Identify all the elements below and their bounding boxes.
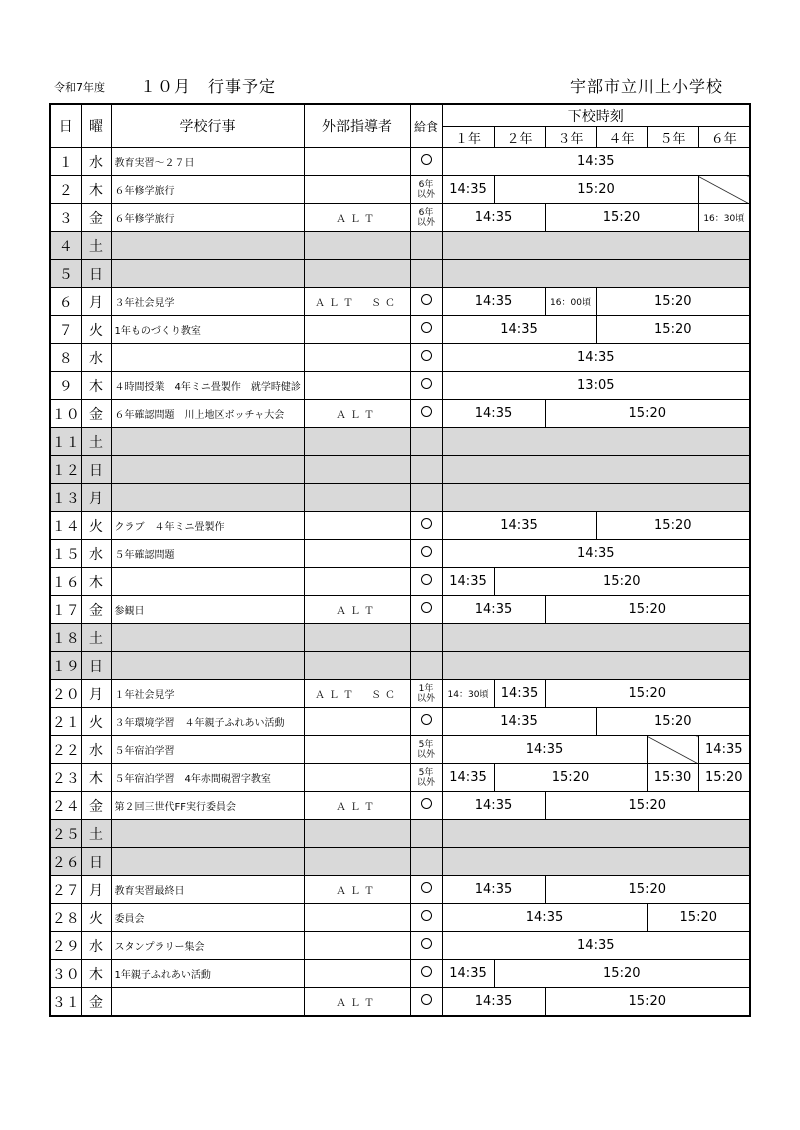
event-cell xyxy=(111,344,304,372)
table-row xyxy=(50,652,750,680)
col-grade-3: ３年 xyxy=(545,127,596,148)
meal-cell xyxy=(410,260,442,288)
day-cell: １３ xyxy=(50,484,81,512)
table-row xyxy=(50,344,750,372)
meal-cell xyxy=(410,344,442,372)
weekday-cell: 土 xyxy=(81,428,111,456)
meal-note: 以外 xyxy=(416,217,435,228)
guide-cell: ＡＬＴ xyxy=(304,792,410,820)
meal-cell xyxy=(410,316,442,344)
col-grade-1: １年 xyxy=(442,127,494,148)
col-event: 学校行事 xyxy=(111,104,304,148)
event-cell: ４時間授業 4年ミニ畳製作 就学時健診 xyxy=(111,372,304,400)
not-applicable-cell xyxy=(647,736,698,764)
meal-cell xyxy=(410,568,442,596)
table-row xyxy=(50,288,750,316)
event-cell xyxy=(111,260,304,288)
meal-cell xyxy=(410,540,442,568)
dismissal-cell xyxy=(442,232,750,260)
weekday-cell: 土 xyxy=(81,820,111,848)
event-cell: クラブ ４年ミニ畳製作 xyxy=(111,512,304,540)
guide-cell xyxy=(304,260,410,288)
dismissal-time: 14:35 xyxy=(442,204,545,232)
day-cell: ２４ xyxy=(50,792,81,820)
col-dismissal: 下校時刻 xyxy=(442,104,750,127)
meal-circle-icon xyxy=(421,966,432,977)
weekday-cell: 日 xyxy=(81,456,111,484)
day-cell: １９ xyxy=(50,652,81,680)
event-cell xyxy=(111,232,304,260)
day-cell: １ xyxy=(50,148,81,176)
guide-cell xyxy=(304,372,410,400)
day-cell: ２８ xyxy=(50,904,81,932)
dismissal-time: 16：30頃 xyxy=(698,204,750,232)
meal-note: 以外 xyxy=(416,749,435,760)
table-row xyxy=(50,176,750,204)
table-row xyxy=(50,456,750,484)
event-cell: ５年宿泊学習 4年赤間硯習字教室 xyxy=(111,764,304,792)
not-applicable-cell xyxy=(698,176,750,204)
guide-cell: ＡＬＴ ＳＣ xyxy=(304,288,410,316)
weekday-cell: 水 xyxy=(81,344,111,372)
col-grade-4: ４年 xyxy=(596,127,647,148)
meal-note: 6年 xyxy=(418,179,434,190)
dismissal-time: 14:35 xyxy=(442,960,494,988)
weekday-cell: 金 xyxy=(81,792,111,820)
dismissal-time: 14:35 xyxy=(442,540,750,568)
guide-cell xyxy=(304,764,410,792)
dismissal-time: 14:35 xyxy=(442,708,596,736)
dismissal-time: 14:35 xyxy=(442,596,545,624)
meal-cell xyxy=(410,820,442,848)
guide-cell: ＡＬＴ ＳＣ xyxy=(304,680,410,708)
meal-cell xyxy=(410,204,442,232)
day-cell: ２７ xyxy=(50,876,81,904)
day-cell: １８ xyxy=(50,624,81,652)
dismissal-time: 13:05 xyxy=(442,372,750,400)
day-cell: ３０ xyxy=(50,960,81,988)
dismissal-time: 15:20 xyxy=(596,288,750,316)
meal-cell xyxy=(410,876,442,904)
day-cell: ２１ xyxy=(50,708,81,736)
event-cell: 教育実習～２７日 xyxy=(111,148,304,176)
dismissal-cell xyxy=(442,260,750,288)
meal-cell xyxy=(410,148,442,176)
dismissal-time: 15:20 xyxy=(545,680,750,708)
day-cell: ２ xyxy=(50,176,81,204)
weekday-cell: 水 xyxy=(81,540,111,568)
weekday-cell: 月 xyxy=(81,680,111,708)
meal-circle-icon xyxy=(421,154,432,165)
table-row xyxy=(50,428,750,456)
meal-note: 5年 xyxy=(418,767,434,778)
col-weekday: 曜 xyxy=(81,104,111,148)
meal-circle-icon xyxy=(421,910,432,921)
weekday-cell: 金 xyxy=(81,596,111,624)
meal-cell xyxy=(410,680,442,708)
dismissal-cell xyxy=(442,820,750,848)
event-cell xyxy=(111,456,304,484)
table-row xyxy=(50,988,750,1017)
meal-cell xyxy=(410,708,442,736)
weekday-cell: 月 xyxy=(81,484,111,512)
guide-cell xyxy=(304,176,410,204)
guide-cell: ＡＬＴ xyxy=(304,204,410,232)
dismissal-time: 14:35 xyxy=(442,400,545,428)
meal-cell xyxy=(410,288,442,316)
table-row xyxy=(50,680,750,708)
weekday-cell: 金 xyxy=(81,204,111,232)
dismissal-time: 15:30 xyxy=(647,764,698,792)
event-cell: ６年確認問題 川上地区ボッチャ大会 xyxy=(111,400,304,428)
guide-cell xyxy=(304,232,410,260)
meal-cell xyxy=(410,176,442,204)
meal-note: 1年 xyxy=(418,683,434,694)
meal-circle-icon xyxy=(421,602,432,613)
dismissal-time: 14:35 xyxy=(442,344,750,372)
event-cell: 委員会 xyxy=(111,904,304,932)
dismissal-time: 14:35 xyxy=(698,736,750,764)
meal-cell xyxy=(410,596,442,624)
day-cell: ５ xyxy=(50,260,81,288)
event-cell: ６年修学旅行 xyxy=(111,176,304,204)
event-cell: 参観日 xyxy=(111,596,304,624)
meal-cell xyxy=(410,960,442,988)
dismissal-time: 15:20 xyxy=(545,792,750,820)
guide-cell xyxy=(304,624,410,652)
meal-cell xyxy=(410,624,442,652)
day-cell: ７ xyxy=(50,316,81,344)
meal-cell xyxy=(410,652,442,680)
dismissal-time: 15:20 xyxy=(596,512,750,540)
dismissal-cell xyxy=(442,484,750,512)
day-cell: １６ xyxy=(50,568,81,596)
table-row xyxy=(50,372,750,400)
guide-cell xyxy=(304,960,410,988)
guide-cell xyxy=(304,820,410,848)
event-cell xyxy=(111,428,304,456)
table-row xyxy=(50,792,750,820)
weekday-cell: 火 xyxy=(81,708,111,736)
event-cell: ３年社会見学 xyxy=(111,288,304,316)
day-cell: ８ xyxy=(50,344,81,372)
table-row xyxy=(50,568,750,596)
dismissal-time: 15:20 xyxy=(545,400,750,428)
dismissal-time: 15:20 xyxy=(494,960,750,988)
table-row xyxy=(50,876,750,904)
weekday-cell: 木 xyxy=(81,960,111,988)
school-name: 宇部市立川上小学校 xyxy=(570,77,724,96)
meal-circle-icon xyxy=(421,938,432,949)
col-guide: 外部指導者 xyxy=(304,104,410,148)
meal-circle-icon xyxy=(421,798,432,809)
meal-circle-icon xyxy=(421,994,432,1005)
event-cell: ６年修学旅行 xyxy=(111,204,304,232)
guide-cell xyxy=(304,428,410,456)
dismissal-time: 15:20 xyxy=(494,176,698,204)
weekday-cell: 金 xyxy=(81,400,111,428)
guide-cell xyxy=(304,316,410,344)
dismissal-time: 15:20 xyxy=(545,988,750,1017)
weekday-cell: 木 xyxy=(81,568,111,596)
meal-cell xyxy=(410,400,442,428)
day-cell: ２９ xyxy=(50,932,81,960)
dismissal-time: 15:20 xyxy=(545,596,750,624)
guide-cell xyxy=(304,904,410,932)
dismissal-time: 14:35 xyxy=(442,876,545,904)
guide-cell xyxy=(304,736,410,764)
dismissal-time: 15:20 xyxy=(596,316,750,344)
guide-cell xyxy=(304,540,410,568)
dismissal-time: 15:20 xyxy=(494,764,647,792)
meal-circle-icon xyxy=(421,406,432,417)
dismissal-cell xyxy=(442,652,750,680)
meal-circle-icon xyxy=(421,714,432,725)
dismissal-time: 15:20 xyxy=(698,764,750,792)
schedule-table xyxy=(49,103,751,1017)
guide-cell xyxy=(304,848,410,876)
dismissal-time: 14:35 xyxy=(442,176,494,204)
col-grade-2: ２年 xyxy=(494,127,545,148)
table-row xyxy=(50,512,750,540)
meal-cell xyxy=(410,904,442,932)
page-title: １０月 行事予定 xyxy=(140,77,277,96)
table-row xyxy=(50,904,750,932)
meal-circle-icon xyxy=(421,546,432,557)
table-row xyxy=(50,848,750,876)
guide-cell: ＡＬＴ xyxy=(304,400,410,428)
guide-cell xyxy=(304,512,410,540)
meal-circle-icon xyxy=(421,378,432,389)
weekday-cell: 月 xyxy=(81,288,111,316)
meal-cell xyxy=(410,988,442,1017)
meal-cell xyxy=(410,232,442,260)
weekday-cell: 土 xyxy=(81,232,111,260)
event-cell: 1年親子ふれあい活動 xyxy=(111,960,304,988)
meal-cell xyxy=(410,372,442,400)
col-grade-5: ５年 xyxy=(647,127,698,148)
table-row xyxy=(50,820,750,848)
guide-cell xyxy=(304,148,410,176)
col-meal: 給食 xyxy=(410,104,442,148)
table-row xyxy=(50,260,750,288)
guide-cell xyxy=(304,708,410,736)
dismissal-time: 14:35 xyxy=(442,988,545,1017)
table-row xyxy=(50,232,750,260)
guide-cell: ＡＬＴ xyxy=(304,988,410,1017)
day-cell: ２３ xyxy=(50,764,81,792)
meal-note: 以外 xyxy=(416,777,435,788)
meal-cell xyxy=(410,848,442,876)
event-cell xyxy=(111,988,304,1017)
day-cell: １１ xyxy=(50,428,81,456)
table-row xyxy=(50,932,750,960)
day-cell: １０ xyxy=(50,400,81,428)
guide-cell: ＡＬＴ xyxy=(304,596,410,624)
event-cell xyxy=(111,820,304,848)
guide-cell xyxy=(304,932,410,960)
event-cell xyxy=(111,568,304,596)
dismissal-cell xyxy=(442,456,750,484)
dismissal-time: 14:35 xyxy=(442,904,647,932)
table-row xyxy=(50,624,750,652)
dismissal-time: 14:35 xyxy=(442,288,545,316)
weekday-cell: 火 xyxy=(81,512,111,540)
event-cell: １年社会見学 xyxy=(111,680,304,708)
table-row xyxy=(50,708,750,736)
event-cell xyxy=(111,652,304,680)
table-row xyxy=(50,960,750,988)
dismissal-time: 14:35 xyxy=(442,148,750,176)
meal-circle-icon xyxy=(421,518,432,529)
dismissal-time: 15:20 xyxy=(596,708,750,736)
meal-cell xyxy=(410,484,442,512)
guide-cell xyxy=(304,456,410,484)
weekday-cell: 水 xyxy=(81,932,111,960)
day-cell: １５ xyxy=(50,540,81,568)
guide-cell: ＡＬＴ xyxy=(304,876,410,904)
meal-cell xyxy=(410,428,442,456)
meal-circle-icon xyxy=(421,294,432,305)
event-cell xyxy=(111,484,304,512)
dismissal-time: 14:35 xyxy=(442,764,494,792)
day-cell: １２ xyxy=(50,456,81,484)
dismissal-time: 15:20 xyxy=(494,568,750,596)
weekday-cell: 木 xyxy=(81,176,111,204)
guide-cell xyxy=(304,344,410,372)
weekday-cell: 木 xyxy=(81,764,111,792)
meal-cell xyxy=(410,512,442,540)
dismissal-time: 15:20 xyxy=(545,204,698,232)
col-grade-6: ６年 xyxy=(698,127,750,148)
meal-note: 以外 xyxy=(416,693,435,704)
day-cell: ３ xyxy=(50,204,81,232)
meal-note: 5年 xyxy=(418,739,434,750)
dismissal-cell xyxy=(442,428,750,456)
weekday-cell: 日 xyxy=(81,260,111,288)
guide-cell xyxy=(304,568,410,596)
table-row xyxy=(50,204,750,232)
meal-note: 以外 xyxy=(416,189,435,200)
guide-cell xyxy=(304,484,410,512)
event-cell: ３年環境学習 ４年親子ふれあい活動 xyxy=(111,708,304,736)
dismissal-time: 16：00頃 xyxy=(545,288,596,316)
meal-circle-icon xyxy=(421,882,432,893)
event-cell: ５年確認問題 xyxy=(111,540,304,568)
col-day: 日 xyxy=(50,104,81,148)
dismissal-time: 15:20 xyxy=(647,904,750,932)
dismissal-time: 14:35 xyxy=(494,680,545,708)
dismissal-time: 14:35 xyxy=(442,568,494,596)
day-cell: ２２ xyxy=(50,736,81,764)
dismissal-time: 14:35 xyxy=(442,736,647,764)
day-cell: ３１ xyxy=(50,988,81,1017)
meal-circle-icon xyxy=(421,322,432,333)
weekday-cell: 日 xyxy=(81,652,111,680)
day-cell: ２０ xyxy=(50,680,81,708)
weekday-cell: 火 xyxy=(81,904,111,932)
weekday-cell: 火 xyxy=(81,316,111,344)
event-cell: スタンプラリー集会 xyxy=(111,932,304,960)
dismissal-time: 15:20 xyxy=(545,876,750,904)
guide-cell xyxy=(304,652,410,680)
table-row xyxy=(50,736,750,764)
event-cell: 1年ものづくり教室 xyxy=(111,316,304,344)
weekday-cell: 月 xyxy=(81,876,111,904)
table-row xyxy=(50,540,750,568)
meal-cell xyxy=(410,736,442,764)
table-row xyxy=(50,596,750,624)
event-cell xyxy=(111,848,304,876)
table-row xyxy=(50,148,750,176)
event-cell: 第２回三世代FF実行委員会 xyxy=(111,792,304,820)
day-cell: ６ xyxy=(50,288,81,316)
day-cell: ４ xyxy=(50,232,81,260)
dismissal-time: 14:35 xyxy=(442,316,596,344)
dismissal-time: 14：30頃 xyxy=(442,680,494,708)
day-cell: １７ xyxy=(50,596,81,624)
weekday-cell: 日 xyxy=(81,848,111,876)
dismissal-cell xyxy=(442,848,750,876)
event-cell xyxy=(111,624,304,652)
event-cell: 教育実習最終日 xyxy=(111,876,304,904)
weekday-cell: 土 xyxy=(81,624,111,652)
table-row xyxy=(50,484,750,512)
day-cell: １４ xyxy=(50,512,81,540)
dismissal-time: 14:35 xyxy=(442,932,750,960)
weekday-cell: 金 xyxy=(81,988,111,1017)
meal-circle-icon xyxy=(421,350,432,361)
weekday-cell: 木 xyxy=(81,372,111,400)
meal-cell xyxy=(410,792,442,820)
meal-cell xyxy=(410,456,442,484)
dismissal-time: 14:35 xyxy=(442,792,545,820)
table-row xyxy=(50,400,750,428)
meal-cell xyxy=(410,932,442,960)
event-cell: ５年宿泊学習 xyxy=(111,736,304,764)
meal-note: 6年 xyxy=(418,207,434,218)
day-cell: ９ xyxy=(50,372,81,400)
table-row xyxy=(50,764,750,792)
meal-cell xyxy=(410,764,442,792)
dismissal-cell xyxy=(442,624,750,652)
weekday-cell: 水 xyxy=(81,148,111,176)
day-cell: ２５ xyxy=(50,820,81,848)
day-cell: ２６ xyxy=(50,848,81,876)
meal-circle-icon xyxy=(421,574,432,585)
dismissal-time: 14:35 xyxy=(442,512,596,540)
weekday-cell: 水 xyxy=(81,736,111,764)
fiscal-year-label: 令和7年度 xyxy=(54,81,105,94)
table-row xyxy=(50,316,750,344)
